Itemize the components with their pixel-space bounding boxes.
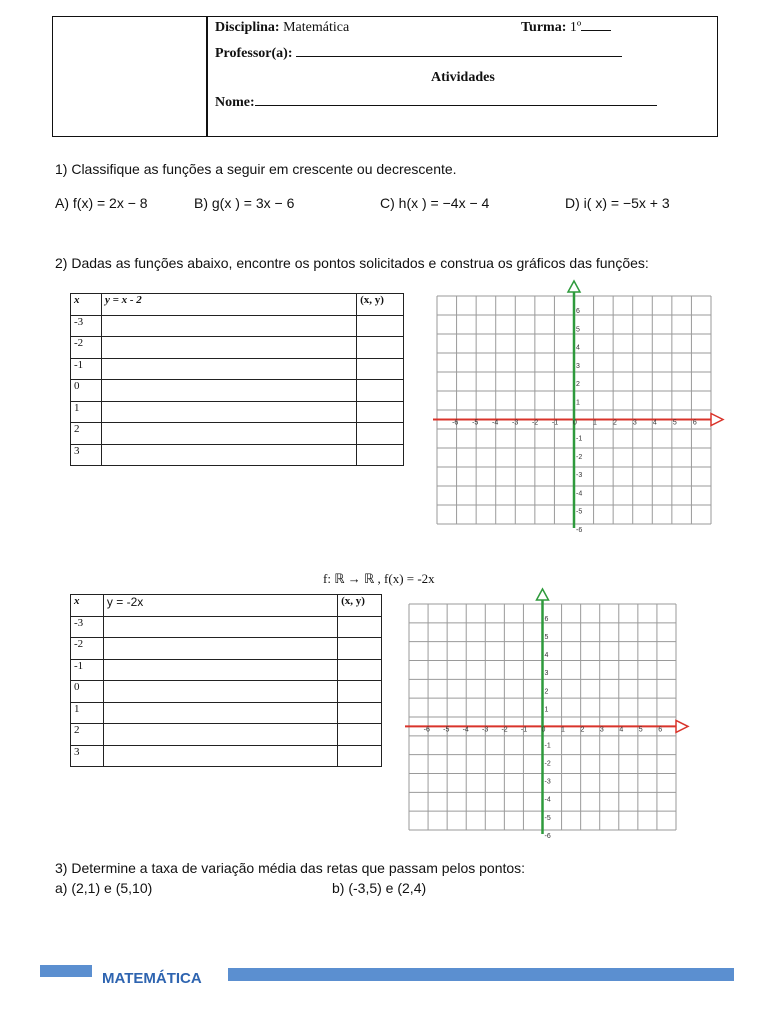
table-cell-x: -3 — [71, 616, 104, 638]
x-tick-label: -3 — [482, 726, 489, 734]
table-cell-x: 0 — [71, 681, 104, 703]
table-header-row — [71, 294, 404, 316]
table-cell-y[interactable] — [101, 444, 356, 466]
table-header-xy: (x, y) — [357, 294, 404, 316]
table-row — [71, 681, 382, 703]
x-tick-label: -6 — [423, 726, 430, 734]
table-cell-y[interactable] — [101, 401, 356, 423]
turma-blank — [581, 30, 611, 31]
table-row — [71, 659, 382, 681]
professor-field — [215, 46, 622, 62]
y-tick-label: -6 — [576, 526, 583, 534]
disciplina-field — [215, 20, 349, 36]
x-tick-label: 0 — [573, 419, 577, 427]
table-row — [71, 315, 404, 337]
table-row — [71, 616, 382, 638]
x-tick-label: 2 — [580, 726, 585, 734]
table-cell-y[interactable] — [103, 659, 337, 681]
x-tick-label: -4 — [462, 726, 469, 734]
table-cell-y[interactable] — [101, 358, 356, 380]
q3-item-b: b) (-3,5) e (2,4) — [332, 880, 427, 896]
x-tick-label: 1 — [593, 419, 597, 427]
table-cell-y[interactable] — [103, 616, 337, 638]
y-tick-label: -3 — [576, 472, 583, 480]
y-tick-label: 5 — [576, 326, 580, 334]
table-row — [71, 358, 404, 380]
x-axis-arrow-icon — [711, 414, 723, 426]
x-tick-label: 3 — [599, 726, 604, 734]
question-1-text: 1) Classifique as funções a seguir em crescente ou decrescente. — [55, 161, 457, 177]
y-tick-label: -4 — [576, 490, 583, 498]
x-tick-label: -5 — [443, 726, 450, 734]
table-cell-xy[interactable] — [338, 745, 382, 767]
y-axis-arrow-icon — [568, 281, 580, 292]
y-axis-arrow-icon — [537, 589, 549, 600]
table-cell-xy[interactable] — [338, 724, 382, 746]
y-tick-label: 2 — [576, 381, 580, 389]
table-cell-x: 2 — [71, 423, 102, 445]
table-cell-xy[interactable] — [338, 638, 382, 660]
table-cell-y[interactable] — [101, 315, 356, 337]
x-tick-label: 4 — [652, 419, 657, 427]
y-tick-label: -2 — [544, 760, 551, 768]
table-header-x: x — [71, 294, 102, 316]
table-header-x: x — [71, 595, 104, 617]
q1-item-d: D) i( x) = −5x + 3 — [565, 195, 670, 211]
y-tick-label: 1 — [576, 399, 580, 407]
x-tick-label: 6 — [692, 419, 697, 427]
footer-accent-block — [40, 965, 92, 977]
table-cell-y[interactable] — [101, 380, 356, 402]
table-header-row — [71, 595, 382, 617]
header-box — [52, 16, 718, 137]
table-cell-xy[interactable] — [357, 337, 404, 359]
q1-item-b: B) g(x ) = 3x − 6 — [194, 195, 295, 211]
coordinate-grid-2 — [405, 588, 690, 840]
table-cell-x: 3 — [71, 444, 102, 466]
turma-label: Turma: — [521, 20, 567, 35]
y-tick-label: 4 — [544, 652, 549, 660]
table-cell-y[interactable] — [103, 724, 337, 746]
nome-field — [215, 95, 657, 111]
nome-blank — [255, 105, 657, 106]
table-cell-x: -3 — [71, 315, 102, 337]
y-tick-label: -1 — [576, 435, 583, 443]
coordinate-grid-1 — [433, 280, 725, 534]
table-cell-x: 0 — [71, 380, 102, 402]
turma-value: 1º — [569, 20, 582, 35]
table-cell-y[interactable] — [101, 423, 356, 445]
table-cell-xy[interactable] — [357, 358, 404, 380]
x-tick-label: 2 — [612, 419, 617, 427]
y-tick-label: -4 — [544, 796, 551, 804]
professor-blank — [296, 56, 622, 57]
y-tick-label: -6 — [544, 832, 551, 840]
y-tick-label: 3 — [544, 670, 549, 678]
y-tick-label: 6 — [544, 615, 549, 623]
table-row — [71, 724, 382, 746]
table-cell-x: 1 — [71, 401, 102, 423]
question-3-text: 3) Determine a taxa de variação média das retas que passam pelos pontos: — [55, 860, 526, 876]
x-tick-label: -2 — [501, 726, 508, 734]
y-tick-label: 6 — [576, 308, 580, 316]
table-cell-xy[interactable] — [357, 380, 404, 402]
x-tick-label: 4 — [619, 726, 624, 734]
x-tick-label: 5 — [638, 726, 643, 734]
table-cell-xy[interactable] — [357, 423, 404, 445]
footer-title: MATEMÁTICA — [102, 970, 202, 987]
x-tick-label: -5 — [472, 419, 479, 427]
professor-label: Professor(a): — [215, 46, 293, 61]
y-tick-label: 5 — [544, 634, 549, 642]
x-tick-label: -3 — [511, 419, 519, 427]
table-cell-x: -1 — [71, 659, 104, 681]
turma-field — [521, 20, 611, 36]
table-cell-xy[interactable] — [338, 659, 382, 681]
table-cell-xy[interactable] — [338, 616, 382, 638]
x-tick-label: 3 — [632, 419, 637, 427]
table-2 — [70, 594, 382, 767]
q1-item-c: C) h(x ) = −4x − 4 — [380, 195, 490, 211]
disciplina-label: Disciplina: — [215, 20, 280, 35]
table-row — [71, 702, 382, 724]
table-cell-y[interactable] — [101, 337, 356, 359]
x-tick-label: -4 — [492, 419, 499, 427]
table-row — [71, 444, 404, 466]
disciplina-value: Matemática — [283, 20, 350, 35]
q1-item-a: A) f(x) = 2x − 8 — [55, 195, 148, 211]
x-tick-label: 6 — [658, 726, 663, 734]
table-row — [71, 337, 404, 359]
y-tick-label: -3 — [544, 778, 551, 786]
x-tick-label: 0 — [541, 726, 546, 734]
question-2-text: 2) Dadas as funções abaixo, encontre os pontos solicitados e construa os gráficos das funções: — [55, 255, 649, 271]
function-2-label: f: ℝ → ℝ , f(x) = -2x — [323, 571, 435, 586]
x-tick-label: -1 — [551, 419, 559, 427]
table-cell-xy[interactable] — [357, 444, 404, 466]
y-tick-label: 3 — [576, 362, 580, 370]
header-divider — [206, 17, 208, 136]
x-tick-label: 1 — [560, 726, 565, 734]
table-cell-xy[interactable] — [357, 315, 404, 337]
y-tick-label: 4 — [576, 344, 580, 352]
table-cell-x: -2 — [71, 638, 104, 660]
x-tick-label: 5 — [672, 419, 677, 427]
x-axis-arrow-icon — [676, 720, 688, 732]
y-tick-label: -5 — [576, 508, 583, 516]
footer-bar — [228, 968, 734, 981]
table-cell-x: 1 — [71, 702, 104, 724]
table-row — [71, 638, 382, 660]
table-header-y: y = x - 2 — [101, 294, 356, 316]
table-row — [71, 745, 382, 767]
table-cell-x: 3 — [71, 745, 104, 767]
table-cell-x: 2 — [71, 724, 104, 746]
y-tick-label: -5 — [544, 814, 551, 822]
table-cell-y[interactable] — [103, 702, 337, 724]
table-1 — [70, 293, 404, 466]
table-cell-y[interactable] — [103, 638, 337, 660]
nome-label: Nome: — [215, 95, 255, 110]
table-cell-y[interactable] — [103, 681, 337, 703]
activity-title: Atividades — [431, 70, 495, 85]
x-tick-label: -1 — [520, 726, 528, 734]
x-tick-label: -2 — [531, 419, 539, 427]
y-tick-label: 1 — [544, 706, 549, 714]
table-cell-xy[interactable] — [338, 681, 382, 703]
y-tick-label: -2 — [576, 453, 583, 461]
table-header-y: y = -2x — [103, 595, 337, 617]
q3-item-a: a) (2,1) e (5,10) — [55, 880, 153, 896]
table-row — [71, 423, 404, 445]
table-cell-xy[interactable] — [357, 401, 404, 423]
table-row — [71, 401, 404, 423]
table-cell-x: -2 — [71, 337, 102, 359]
table-cell-xy[interactable] — [338, 702, 382, 724]
y-tick-label: -1 — [544, 742, 551, 750]
table-row — [71, 380, 404, 402]
table-cell-x: -1 — [71, 358, 102, 380]
table-cell-y[interactable] — [103, 745, 337, 767]
table-header-xy: (x, y) — [338, 595, 382, 617]
x-tick-label: -6 — [452, 419, 459, 427]
y-tick-label: 2 — [544, 688, 549, 696]
